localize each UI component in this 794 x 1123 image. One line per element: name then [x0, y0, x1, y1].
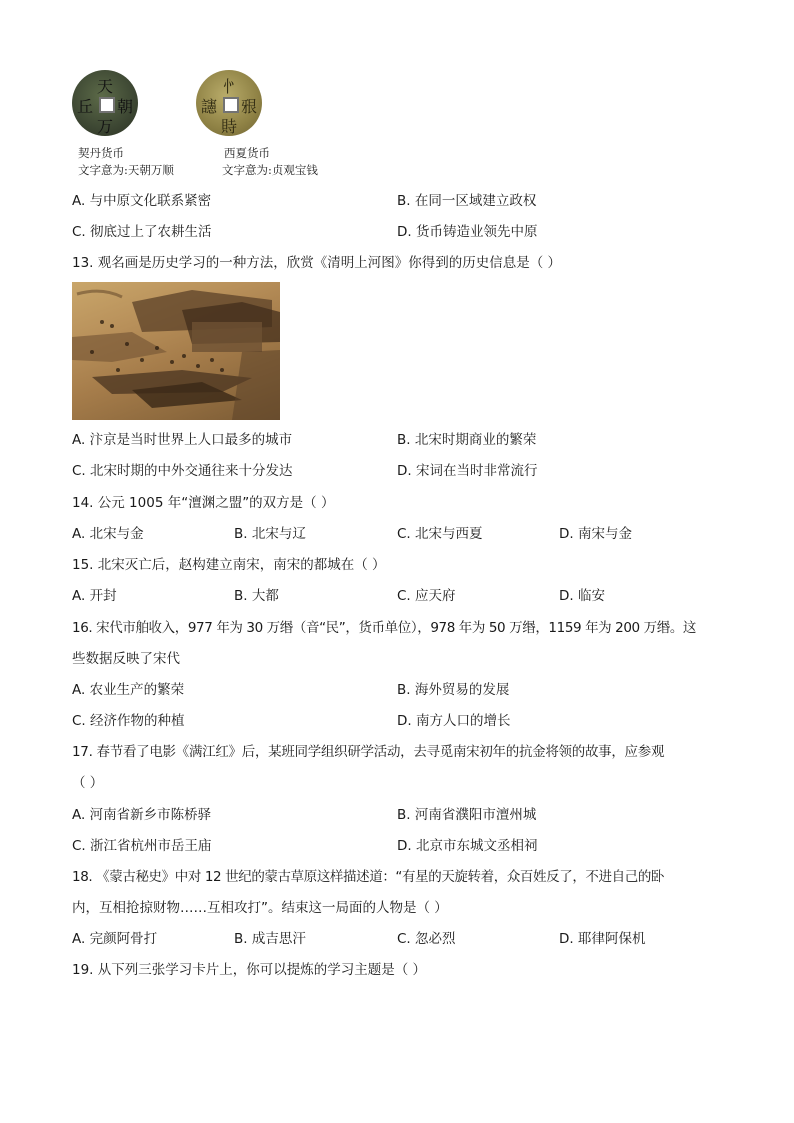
q14-stem: 14. 公元 1005 年“澶渊之盟”的双方是（ ）	[72, 495, 335, 511]
qingming-painting-image	[72, 282, 280, 420]
q17-stem-line1: 17. 春节看了电影《满江红》后，某班同学组织研学活动，去寻觅南宋初年的抗金将领的故事，应参观	[72, 744, 665, 760]
q17-option-a: A. 河南省新乡市陈桥驿	[72, 807, 212, 823]
q13-stem: 13. 观名画是历史学习的一种方法，欣赏《清明上河图》你得到的历史信息是（ ）	[72, 255, 562, 271]
q17-option-c: C. 浙江省杭州市岳王庙	[72, 838, 212, 854]
q15-option-d: D. 临安	[559, 588, 605, 604]
q17-option-d: D. 北京市东城文丞相祠	[397, 838, 538, 854]
q18-option-a: A. 完颜阿骨打	[72, 931, 158, 947]
q17-option-b: B. 河南省濮阳市澶州城	[397, 807, 537, 823]
q14-option-a: A. 北宋与金	[72, 526, 144, 542]
q17-stem-line2: （ ）	[72, 775, 104, 791]
q16-option-d: D. 南方人口的增长	[397, 713, 511, 729]
coin-square-hole	[99, 97, 115, 113]
coin-glyph: 朝	[117, 97, 134, 116]
coin-glyph: 万	[97, 117, 114, 136]
xixia-coin-meaning: 文字意为:贞观宝钱	[222, 163, 318, 177]
q16-stem-line2: 些数据反映了宋代	[72, 651, 180, 667]
q18-stem-line1: 18. 《蒙古秘史》中对 12 世纪的蒙古草原这样描述道：“有星的天旋转着，众百姓反了，不进自己的卧	[72, 869, 665, 885]
q19-stem: 19. 从下列三张学习卡片上，你可以提炼的学习主题是（ ）	[72, 962, 427, 978]
q12-option-b: B. 在同一区域建立政权	[397, 193, 537, 209]
painting-illustration	[72, 282, 280, 420]
q15-option-c: C. 应天府	[397, 588, 456, 604]
xixia-coin-caption: 西夏货币	[224, 146, 270, 160]
q13-option-c: C. 北宋时期的中外交通往来十分发达	[72, 463, 293, 479]
coin-glyph: 㣺	[221, 77, 238, 96]
q12-option-d: D. 货币铸造业领先中原	[397, 224, 538, 240]
q13-option-b: B. 北宋时期商业的繁荣	[397, 432, 537, 448]
q14-option-d: D. 南宋与金	[559, 526, 632, 542]
q12-option-c: C. 彻底过上了农耕生活	[72, 224, 212, 240]
q13-option-a: A. 汴京是当时世界上人口最多的城市	[72, 432, 293, 448]
q13-option-d: D. 宋词在当时非常流行	[397, 463, 538, 479]
q18-option-b: B. 成吉思汗	[234, 931, 306, 947]
q15-stem: 15. 北宋灭亡后，赵构建立南宋，南宋的都城在（ ）	[72, 557, 386, 573]
q18-option-c: C. 忽必烈	[397, 931, 456, 947]
coin-glyph: 㸧	[241, 97, 258, 116]
khitan-coin-meaning: 文字意为:天朝万顺	[78, 163, 174, 177]
khitan-coin-image	[72, 70, 138, 136]
q18-option-d: D. 耶律阿保机	[559, 931, 646, 947]
q18-stem-line2: 内，互相抢掠财物……互相攻打”。结束这一局面的人物是（ ）	[72, 900, 448, 916]
q12-option-a: A. 与中原文化联系紧密	[72, 193, 212, 209]
khitan-coin-caption: 契丹货币	[78, 146, 124, 160]
coin-square-hole	[223, 97, 239, 113]
q16-option-a: A. 农业生产的繁荣	[72, 682, 185, 698]
q16-stem-line1: 16. 宋代市舶收入，977 年为 30 万缗（音“民”，货币单位），978 年为 50 万缗，1159 年为 200 万缗。这	[72, 620, 697, 636]
coin-glyph: 天	[97, 77, 114, 96]
q15-option-b: B. 大都	[234, 588, 279, 604]
q16-option-b: B. 海外贸易的发展	[397, 682, 510, 698]
q14-option-c: C. 北宋与西夏	[397, 526, 483, 542]
q15-option-a: A. 开封	[72, 588, 117, 604]
coin-glyph: 䜢	[201, 97, 218, 116]
coin-glyph: 丘	[77, 97, 94, 116]
q16-option-c: C. 经济作物的种植	[72, 713, 185, 729]
q14-option-b: B. 北宋与辽	[234, 526, 306, 542]
coin-glyph: 䝰	[221, 117, 238, 136]
xixia-coin-image	[196, 70, 262, 136]
